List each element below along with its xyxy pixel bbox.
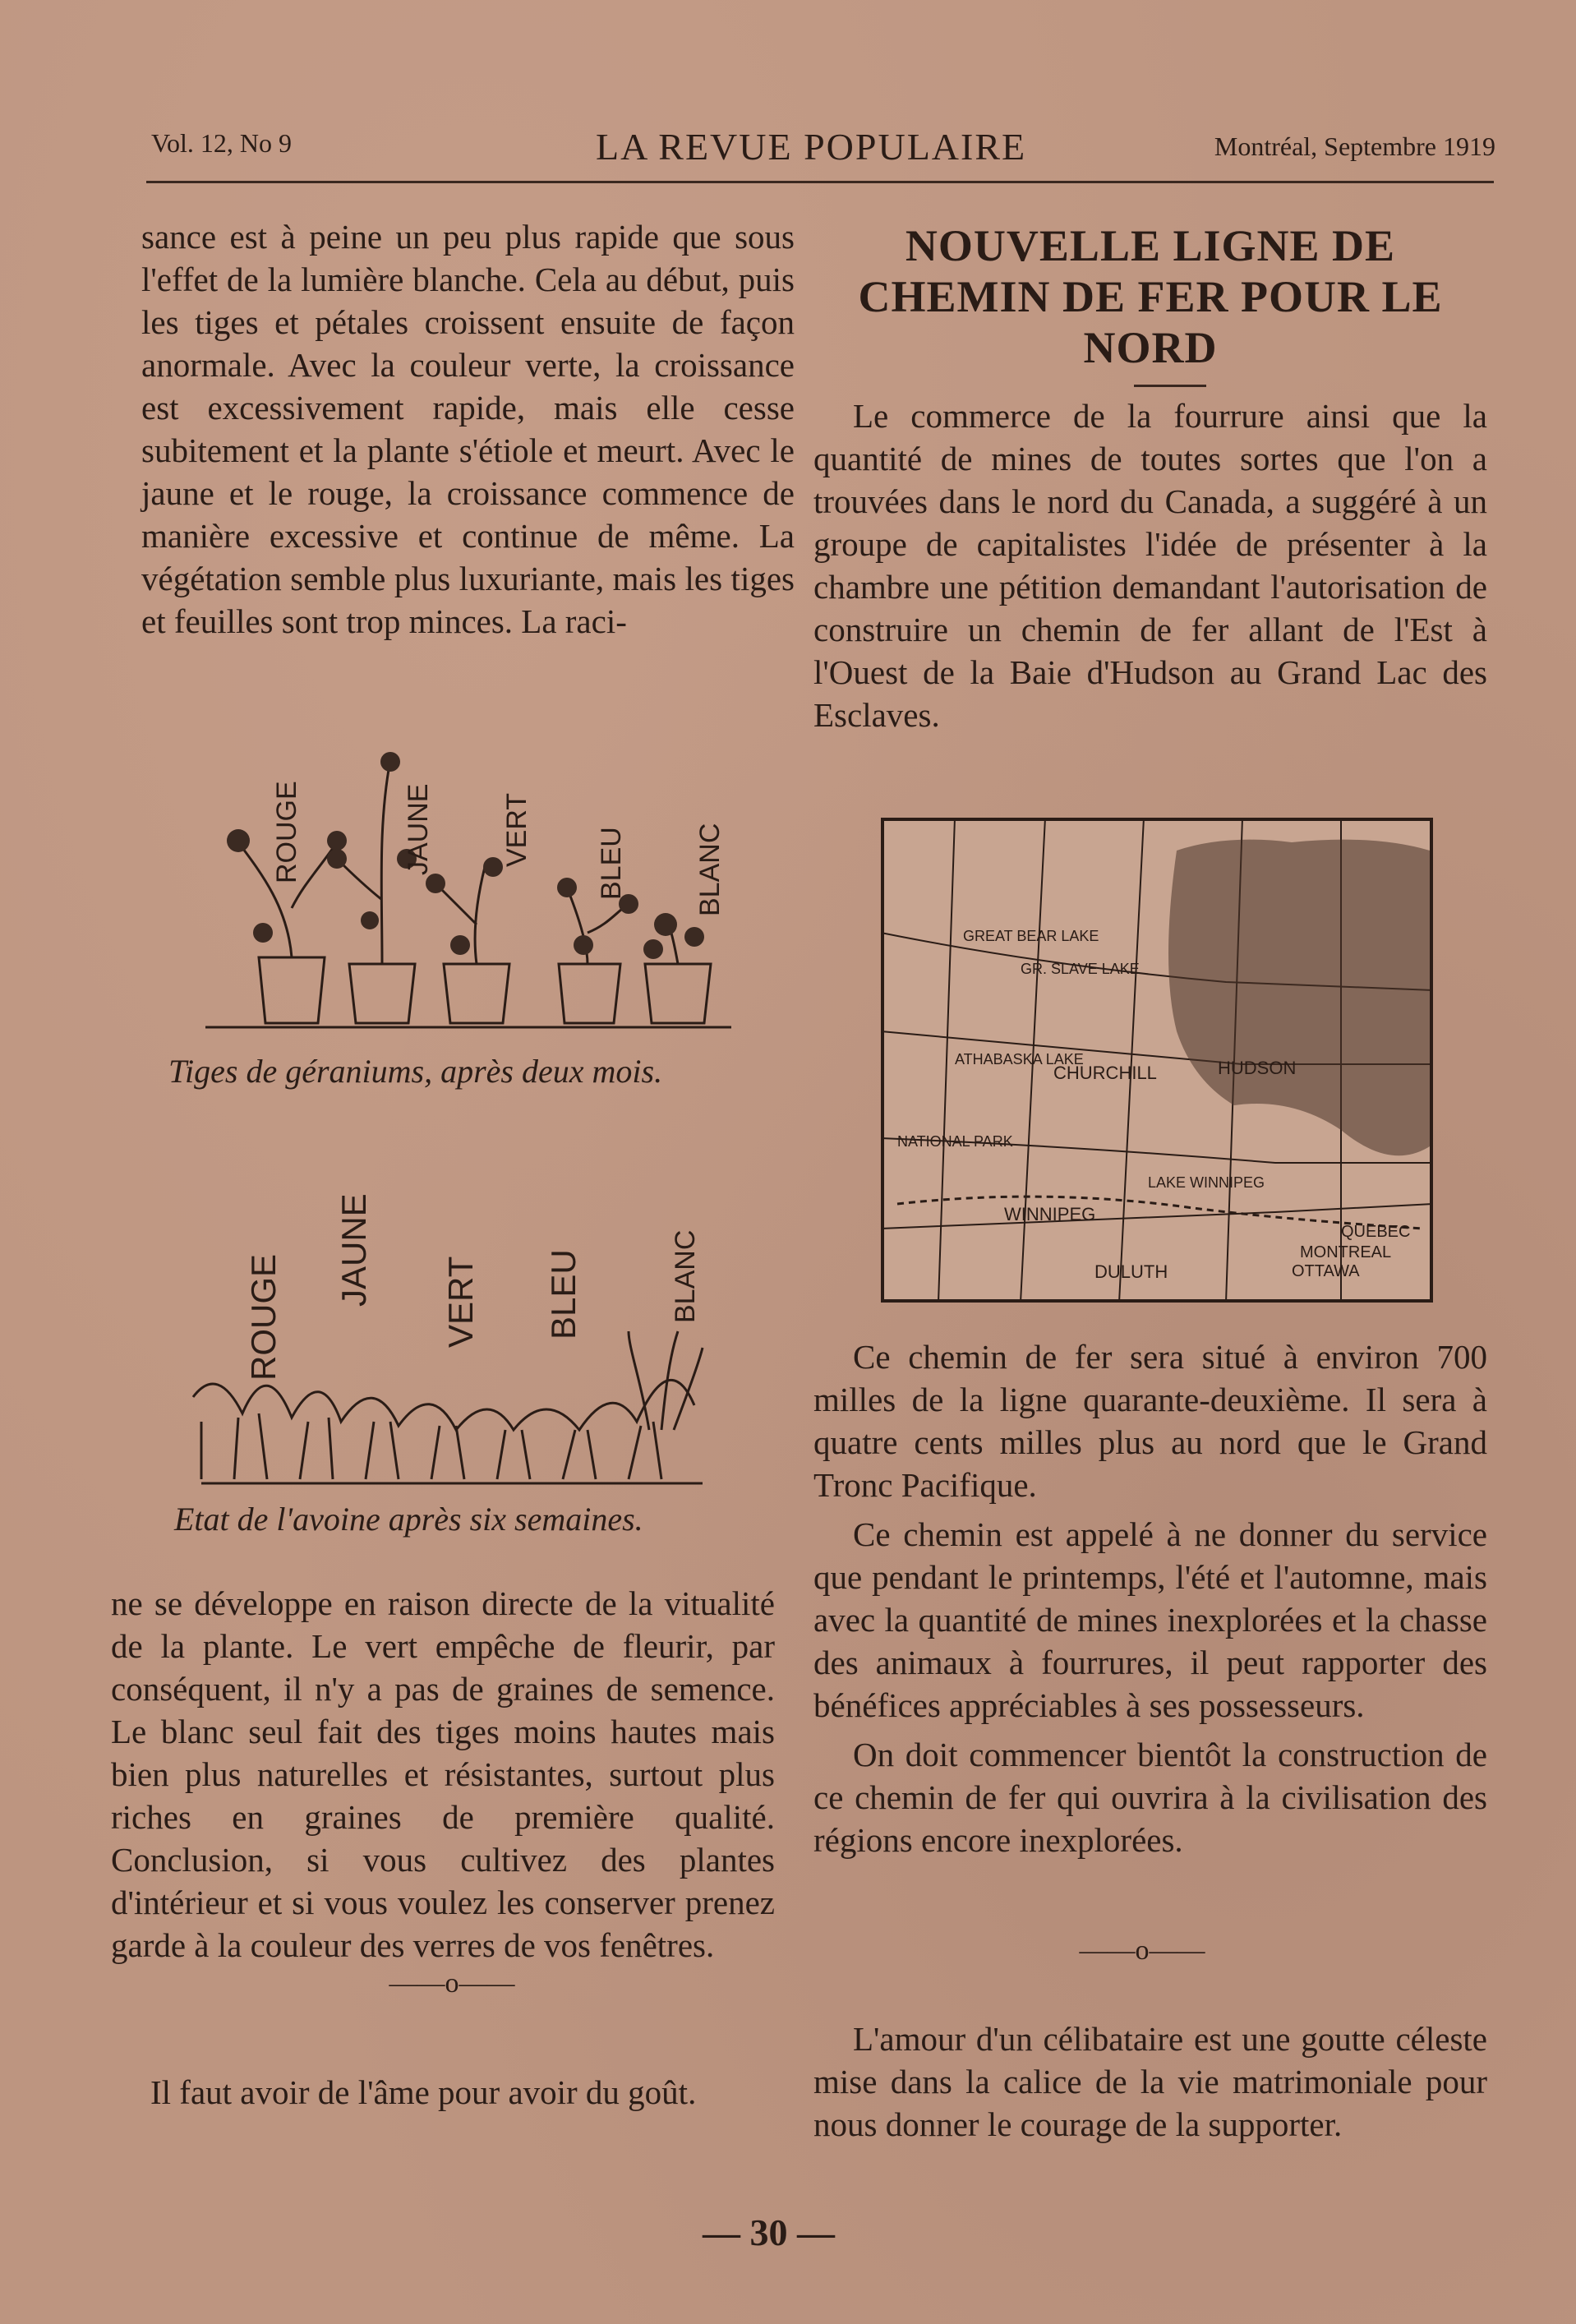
article-paragraph-4: On doit commencer bientôt la construction de ce chemin de fer qui ouvrira à la civilisation des régions encore inexplorées.: [813, 1736, 1487, 1859]
map-label-quebec: QUEBEC: [1341, 1223, 1411, 1241]
article-headline: NOUVELLE LIGNE DE CHEMIN DE FER POUR LE NORD: [858, 221, 1443, 372]
publication-title: LA REVUE POPULAIRE: [596, 126, 1027, 168]
fig1-label-vert: VERT: [501, 792, 532, 867]
fig2-label-jaune: JAUNE: [334, 1193, 373, 1307]
left-column-top: [141, 215, 795, 643]
right-maxim: [813, 2017, 1487, 2146]
map-label-montreal: MONTREAL: [1300, 1243, 1392, 1261]
figure1-caption: Tiges de géraniums, après deux mois.: [168, 1053, 663, 1090]
map-label-ottawa: OTTAWA: [1292, 1262, 1360, 1280]
figure2-caption: Etat de l'avoine après six semaines.: [174, 1501, 643, 1538]
fig1-label-bleu: BLEU: [596, 827, 627, 900]
article-paragraph-3: Ce chemin est appelé à ne donner du service que pendant le printemps, l'été et l'automne, mais avec la quantité de mines inexplorées et la chasse des animaux à fourrures, il peut rapporter des bénéfices appréciables à ses possesseurs.: [813, 1515, 1487, 1724]
oats-illustration: [168, 1183, 744, 1496]
map-label-lake-winnipeg: LAKE WINNIPEG: [1148, 1174, 1265, 1191]
page-header: [148, 123, 1495, 181]
fig1-label-rouge: ROUGE: [271, 781, 302, 883]
headline-rule: [1134, 385, 1206, 387]
map-label-duluth: DULUTH: [1094, 1261, 1168, 1282]
map-label-national-park: NATIONAL PARK: [897, 1133, 1013, 1150]
article-paragraph-1: Le commerce de la fourrure ainsi que la quantité de mines de toutes sortes que l'on a trouvées dans le nord du Canada, a suggéré à un groupe de capitalistes l'idée de présenter à la chambre une pétition demandant l'autorisation de construire un chemin de fer allant de l'Est à l'Ouest de la Baie d'Hudson au Grand Lac des Esclaves.: [813, 397, 1487, 734]
fig2-label-bleu: BLEU: [544, 1249, 583, 1340]
map-label-winnipeg: WINNIPEG: [1004, 1204, 1096, 1224]
map-label-hudson: HUDSON: [1218, 1058, 1297, 1078]
geranium-illustration: [181, 744, 748, 1040]
article-body: [813, 1335, 1487, 1861]
volume-number: Vol. 12, No 9: [151, 128, 292, 158]
map-label-athabaska: ATHABASKA LAKE: [955, 1051, 1084, 1067]
right-separator: ——o——: [1079, 1935, 1205, 1966]
left-mid-paragraph: ne se développe en raison directe de la vitualité de la plante. Le vert empêche de fleurir, par conséquent, il n'y a pas de graines de semence. Le blanc seul fait des tiges moins hautes mais bien plus naturelles et résistantes, surtout plus riches en graines de première qualité. Conclusion, si vous cultivez des plantes d'intérieur et si vous voulez les conserver prenez garde à la couleur des verres de vos fenêtres.: [111, 1584, 775, 1964]
left-column-middle: [111, 1582, 775, 1967]
left-maxim-text: Il faut avoir de l'âme pour avoir du goût.: [150, 2073, 697, 2111]
map-label-churchill: CHURCHILL: [1053, 1063, 1157, 1083]
fig1-label-blanc: BLANC: [694, 823, 726, 916]
map-label-great-bear: GREAT BEAR LAKE: [963, 928, 1099, 944]
left-top-paragraph: sance est à peine un peu plus rapide que sous l'effet de la lumière blanche. Cela au début, puis les tiges et pétales croissent ensuite de façon anormale. Avec la couleur verte, la croissance est excessivement rapide, mais elle cesse subitement et la plante s'étiole et meurt. Avec le jaune et le rouge, la croissance commence de manière excessive et continue de même. La végétation semble plus luxuriante, mais les tiges et feuilles sont trop minces. La raci-: [141, 218, 795, 640]
fig2-label-blanc: BLANC: [670, 1229, 701, 1323]
left-separator: ——o——: [389, 1968, 515, 1999]
article-intro: [813, 394, 1487, 736]
page-number: — 30 —: [703, 2211, 835, 2253]
issue-date: Montréal, Septembre 1919: [1214, 131, 1495, 161]
fig2-label-vert: VERT: [441, 1256, 480, 1348]
map-label-slave: GR. SLAVE LAKE: [1021, 961, 1140, 977]
fig2-label-rouge: ROUGE: [244, 1253, 283, 1381]
right-maxim-text: L'amour d'un célibataire est une goutte céleste mise dans la calice de la vie matrimoniale pour nous donner le courage de la supporter.: [813, 2020, 1487, 2143]
left-maxim: [111, 2071, 775, 2114]
railway-map: [881, 818, 1433, 1303]
header-rule: [146, 181, 1494, 183]
fig1-label-jaune: JAUNE: [403, 783, 434, 875]
article-paragraph-2: Ce chemin de fer sera situé à environ 700 milles de la ligne quarante-deuxième. Il sera à quatre cents milles plus au nord que le Grand Tronc Pacifique.: [813, 1338, 1487, 1504]
